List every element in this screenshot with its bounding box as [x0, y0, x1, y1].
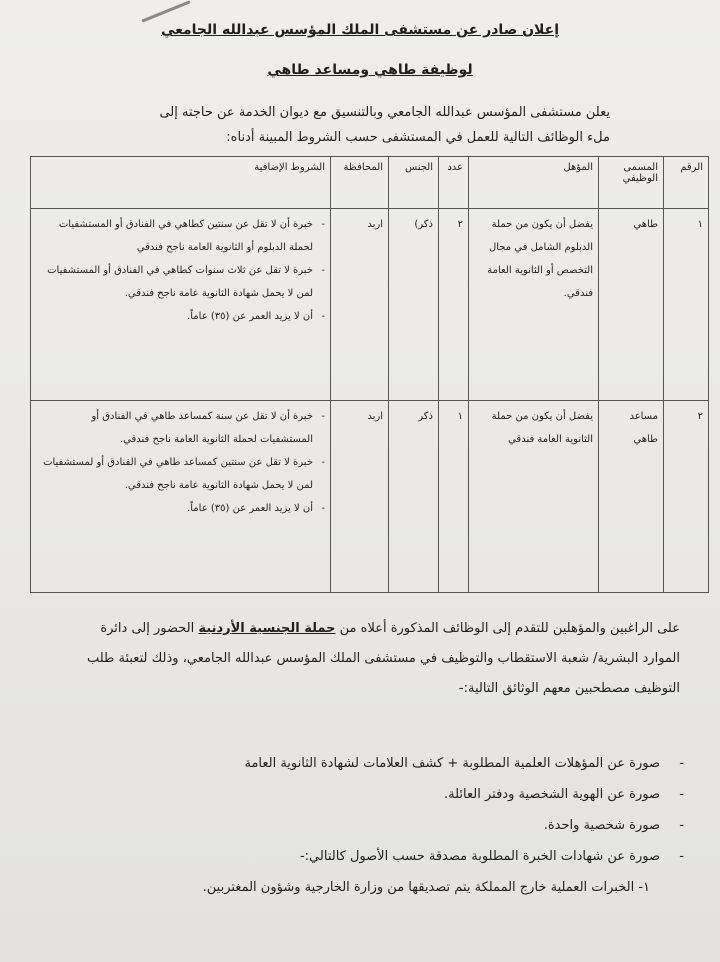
cell-governorate: اربد [331, 401, 389, 593]
condition-item: - خبرة لا تقل عن سنتين كمساعد طاهي في الفنادق أو لمستشفيات لمن لا يحمل شهادة الثانوية عامة ناجح فندقي. [36, 451, 313, 497]
header-count: عدد [439, 157, 469, 209]
experience-note: ١- الخبرات العملية خارج المملكة يتم تصديقها من وزارة الخارجية وشؤون المغتربين. [202, 880, 650, 895]
cell-count: ١ [439, 401, 469, 593]
announcement-subtitle: لوظيفة طاهي ومساعد طاهي [267, 62, 473, 78]
document-item: - صورة عن المؤهلات العلمية المطلوبة + كشف العلامات لشهادة الثانوية العامة [60, 748, 660, 779]
cell-gender: ذكر [389, 401, 439, 593]
condition-item: - خبرة أن لا تقل عن سنة كمساعد طاهي في الفنادق أو المستشفيات لحملة الثانوية العامة ناجح فندقي. [36, 405, 313, 451]
header-gender: الجنس [389, 157, 439, 209]
required-documents-list [60, 748, 688, 872]
cell-conditions [31, 209, 331, 401]
cell-qualification: يفضل أن يكون من حملة الدبلوم الشامل في مجال التخصص أو الثانوية العامة فندقي. [469, 209, 599, 401]
header-job-title: المسمى الوظيفي [599, 157, 664, 209]
cell-job-title: مساعد طاهي [599, 401, 664, 593]
document-item: - صورة عن شهادات الخبرة المطلوبة مصدقة حسب الأصول كالتالي:- [60, 841, 660, 872]
condition-item: - أن لا يزيد العمر عن (٣٥) عاماً. [36, 305, 313, 328]
instructions-part-2: الحضور إلى دائرة الموارد البشرية/ شعبة الاستقطاب والتوظيف في مستشفى الملك المؤسس عبدالله الجامعي، وذلك لتعبئة طلب التوظيف مصطحبين معهم الوثائق التالية:- [86, 621, 680, 696]
intro-paragraph [150, 100, 610, 150]
condition-item: - خبرة لا تقل عن ثلاث سنوات كطاهي في الفنادق أو المستشفيات لمن لا يحمل شهادة الثانوية عامة ناجح فندقي. [36, 259, 313, 305]
conditions-list [36, 405, 325, 520]
cell-qualification: يفضل أن يكون من حملة الثانوية العامة فندقي [469, 401, 599, 593]
intro-line: ملء الوظائف التالية للعمل في المستشفى حسب الشروط المبينة أدناه: [226, 130, 610, 145]
document-item: - صورة عن الهوية الشخصية ودفتر العائلة. [60, 779, 660, 810]
pen-mark [141, 0, 190, 22]
application-instructions [60, 614, 680, 704]
document-item: - صورة شخصية واحدة. [60, 810, 660, 841]
condition-item: - أن لا يزيد العمر عن (٣٥) عاماً. [36, 497, 313, 520]
announcement-title: إعلان صادر عن مستشفى الملك المؤسس عبدالله الجامعي [160, 22, 560, 38]
header-number: الرقم [664, 157, 709, 209]
intro-line: يعلن مستشفى المؤسس عبدالله الجامعي وبالتنسيق مع ديوان الخدمة عن حاجته إلى [159, 105, 610, 120]
cell-number: ٢ [664, 401, 709, 593]
table-row [31, 209, 709, 401]
cell-number: ١ [664, 209, 709, 401]
header-governorate: المحافظة [331, 157, 389, 209]
header-qualification: المؤهل [469, 157, 599, 209]
cell-gender: ذكر) [389, 209, 439, 401]
cell-conditions [31, 401, 331, 593]
table-header-row [31, 157, 709, 209]
header-conditions: الشروط الإضافية [31, 157, 331, 209]
cell-job-title: طاهي [599, 209, 664, 401]
jobs-table [30, 156, 709, 593]
instructions-part-1: على الراغبين والمؤهلين للتقدم إلى الوظائف المذكورة أعلاه من [339, 621, 680, 636]
condition-item: - خبرة أن لا تقل عن سنتين كطاهي في الفنادق أو المستشفيات لحملة الدبلوم أو الثانوية العامة ناجح فندقي [36, 213, 313, 259]
table-row [31, 401, 709, 593]
conditions-list [36, 213, 325, 328]
nationality-requirement: حملة الجنسية الأردنية [198, 621, 336, 636]
cell-governorate: اربد [331, 209, 389, 401]
cell-count: ٢ [439, 209, 469, 401]
